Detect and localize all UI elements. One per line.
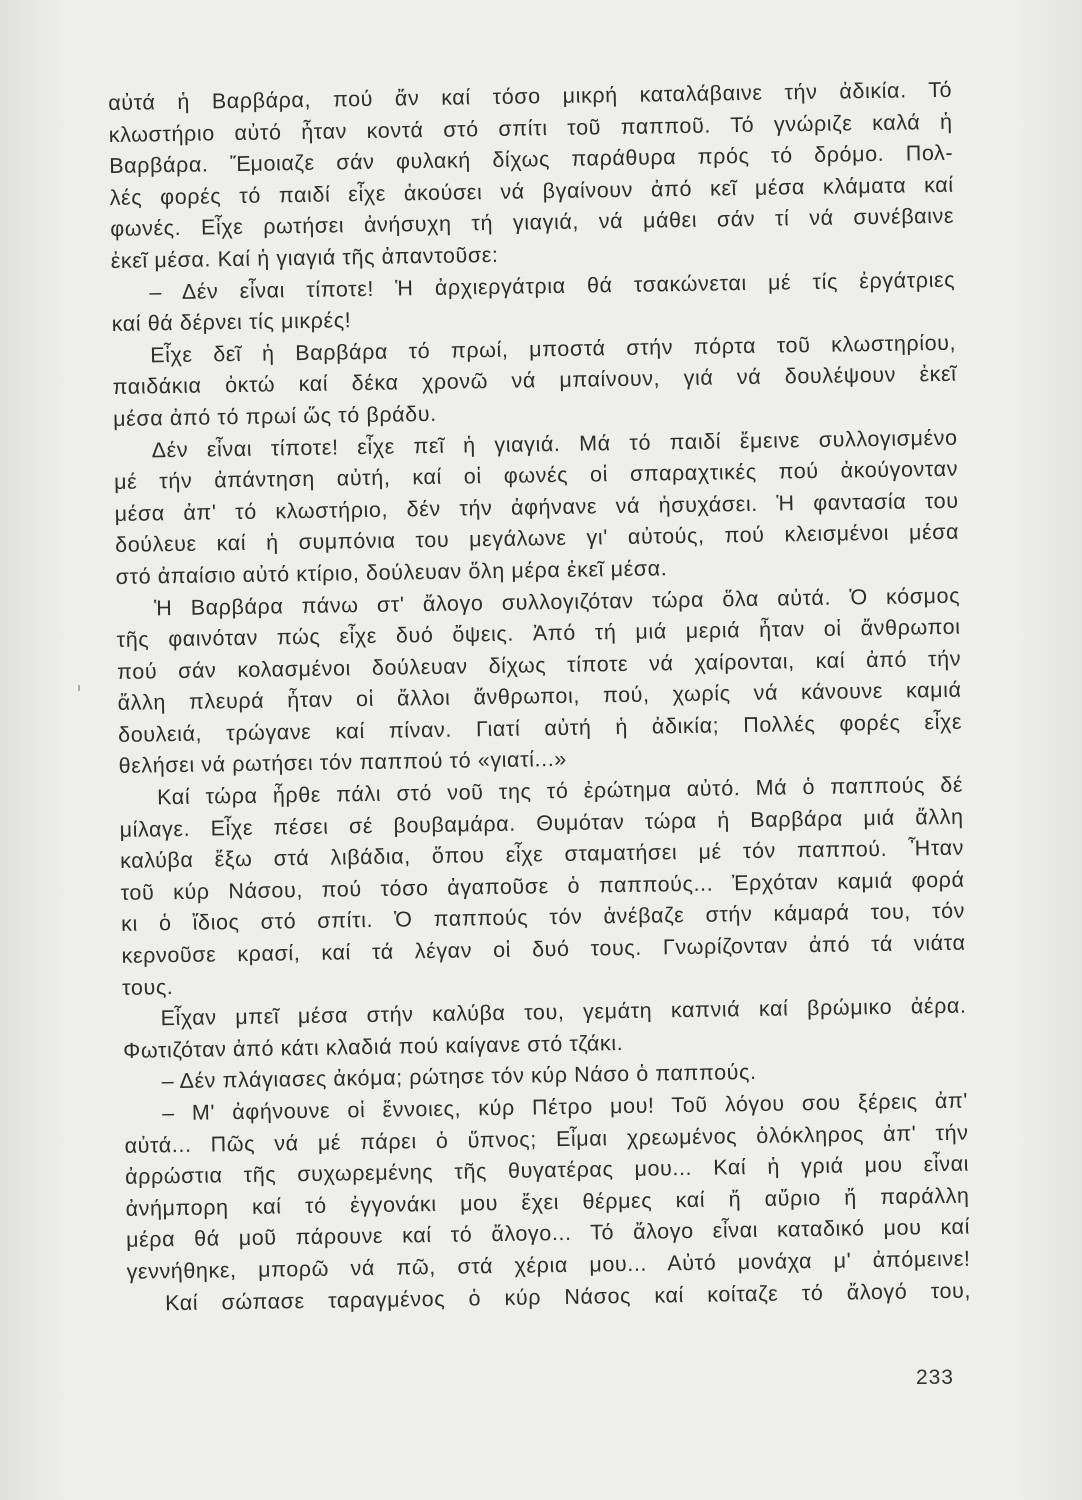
text-line: δουλειά, τρώγανε καί πίναν. Γιατί αὐτή ἡ ἀδικία; Πολλές φορές εἶχε: [117, 709, 963, 747]
text-line: μίλαγε. Εἶχε πέσει σέ βουβαμάρα. Θυμόταν τώρα ἡ Βαρβάρα μιά ἄλλη: [119, 804, 964, 842]
text-line: Φωτιζόταν ἀπό κάτι κλαδιά πού καίγανε στό τζάκι.: [122, 1030, 624, 1063]
text-line: – Μ' ἀφήνουνε οἱ ἔννοιες, κύρ Πέτρο μου! Τοῦ λόγου σου ξέρεις ἀπ': [161, 1088, 969, 1126]
text-line: πού σάν κολασμένοι δούλευαν δίχως τίποτε νά χαίρονται, καί ἀπό τήν: [116, 646, 962, 684]
text-line: κλωστήριο αὐτό ἦταν κοντά στό σπίτι τοῦ παπποῦ. Τό γνώριζε καλά ἡ: [108, 109, 953, 147]
text-line: στό ἀπαίσιο αὐτό κτίριο, δούλευαν ὅλη μέρα ἐκεῖ μέσα.: [115, 556, 668, 589]
page-number: 233: [915, 1366, 954, 1389]
text-line: τους.: [121, 974, 174, 1000]
text-line: λές φορές τό παιδί εἶχε ἀκούσει νά βγαίνουν ἀπό κεῖ μέσα κλάματα καί: [109, 172, 954, 210]
text-line: ἀνήμπορη καί τό ἐγγονάκι μου ἔχει θέρμες καί ἤ αὔριο ἤ παράλλη: [125, 1183, 970, 1221]
text-line: δούλευε καί ἡ συμπόνια του μεγάλωνε γι' αὐτούς, πού κλεισμένοι μέσα: [114, 520, 960, 558]
text-line: φωνές. Εἶχε ρωτήσει ἀνήσυχη τή γιαγιά, νά μάθει σάν τί νά συνέβαινε: [110, 204, 955, 242]
text-line: καλύβα ἔξω στά λιβάδια, ὅπου εἶχε σταματήσει μέ τόν παππού. Ἦταν: [119, 835, 965, 874]
text-line: – Δέν εἶναι τίποτε! Ἡ ἀρχιεργάτρια θά τσακώνεται μέ τίς ἐργάτριες: [149, 267, 956, 304]
text-line: αὐτά... Πῶς νά μέ πάρει ὁ ὕπνος; Εἶμαι χρεωμένος ὁλόκληρος ἀπ' τήν: [124, 1120, 969, 1158]
text-line: μέσα ἀπ' τό κλωστήριο, δέν τήν ἀφήνανε νά ἡσυχάσει. Ἡ φαντασία του: [114, 488, 959, 526]
text-line: ἀρρώστια τῆς συχωρεμένης τῆς θυγατέρας μου... Καί ἡ γριά μου εἶναι: [124, 1151, 970, 1190]
text-line: αὐτά ἡ Βαρβάρα, πού ἄν καί τόσο μικρή καταλάβαινε τήν ἀδικία. Τό: [108, 77, 953, 115]
text-line: ἄλλη πλευρά ἦταν οἱ ἄλλοι ἄνθρωποι, πού, χωρίς νά κάνουνε καμιά: [117, 677, 962, 716]
text-line: Εἶχαν μπεῖ μέσα στήν καλύβα του, γεμάτη καπνιά καί βρώμικο ἀέρα.: [160, 993, 967, 1031]
body-text: [108, 75, 971, 1320]
text-line: τοῦ κύρ Νάσου, πού τόσο ἀγαποῦσε ὁ παππούς... Ἐρχόταν καμιά φορά: [120, 867, 965, 905]
text-line: τῆς φαινόταν πώς εἶχε δυό ὄψεις. Ἀπό τή μιά μεριά ἦταν οἱ ἄνθρωποι: [116, 614, 961, 653]
text-line: μέρα θά μοῦ πάρουνε καί τό ἄλογο... Τό ἄλογο εἶναι καταδικό μου καί: [125, 1214, 971, 1253]
text-line: γεννήθηκε, μπορῶ νά πῶ, στά χέρια μου... Αὐτό μονάχα μ' ἀπόμεινε!: [126, 1246, 971, 1284]
text-line: Εἶχε δεῖ ἡ Βαρβάρα τό πρωί, μποστά στήν πόρτα τοῦ κλωστηρίου,: [150, 330, 957, 368]
text-line: κερνοῦσε κρασί, καί τά λέγαν οἱ δυό τους. Γνωρίζονταν ἀπό τά νιάτα: [121, 930, 966, 968]
text-line: Δέν εἶναι τίποτε! εἶχε πεῖ ἡ γιαγιά. Μά τό παιδί ἔμεινε συλλογισμένο: [151, 425, 958, 462]
text-line: θελήσει νά ρωτήσει τόν παππού τό «γιατί...»: [118, 747, 568, 779]
text-line: Ἡ Βαρβάρα πάνω στ' ἄλογο συλλογιζόταν τώρα ὅλα αὐτά. Ὁ κόσμος: [153, 583, 961, 620]
text-line: παιδάκια ὀκτώ καί δέκα χρονῶ νά μπαίνουν, γιά νά δουλέψουν ἐκεῖ: [112, 362, 957, 400]
text-line: μέσα ἀπό τό πρωί ὥς τό βράδυ.: [113, 401, 437, 431]
text-line: Καί τώρα ἦρθε πάλι στό νοῦ της τό ἐρώτημα αὐτό. Μά ὁ παππούς δέ: [156, 772, 964, 810]
scan-speck: [78, 685, 80, 691]
text-line: κι ὁ ἴδιος στό σπίτι. Ὁ παππούς τόν ἀνέβαζε στήν κάμαρά του, τόν: [120, 899, 966, 937]
text-line: μέ τήν ἀπάντηση αὐτή, καί οἱ φωνές οἱ σπαραχτικές πού ἀκούγονταν: [114, 456, 959, 495]
text-line: Βαρβάρα. Ἔμοιαζε σάν φυλακή δίχως παράθυρα πρός τό δρόμο. Πολ-: [109, 140, 954, 179]
text-line: Καί σώπασε ταραγμένος ὁ κύρ Νάσος καί κοίταζε τό ἄλογό του,: [164, 1278, 972, 1315]
text-line: καί θά δέρνει τίς μικρές!: [111, 308, 352, 337]
text-line: – Δέν πλάγιασες ἀκόμα; ρώτησε τόν κύρ Νάσο ὁ παππούς.: [161, 1060, 757, 1094]
text-line: ἐκεῖ μέσα. Καί ἡ γιαγιά τῆς ἀπαντοῦσε:: [110, 242, 499, 273]
